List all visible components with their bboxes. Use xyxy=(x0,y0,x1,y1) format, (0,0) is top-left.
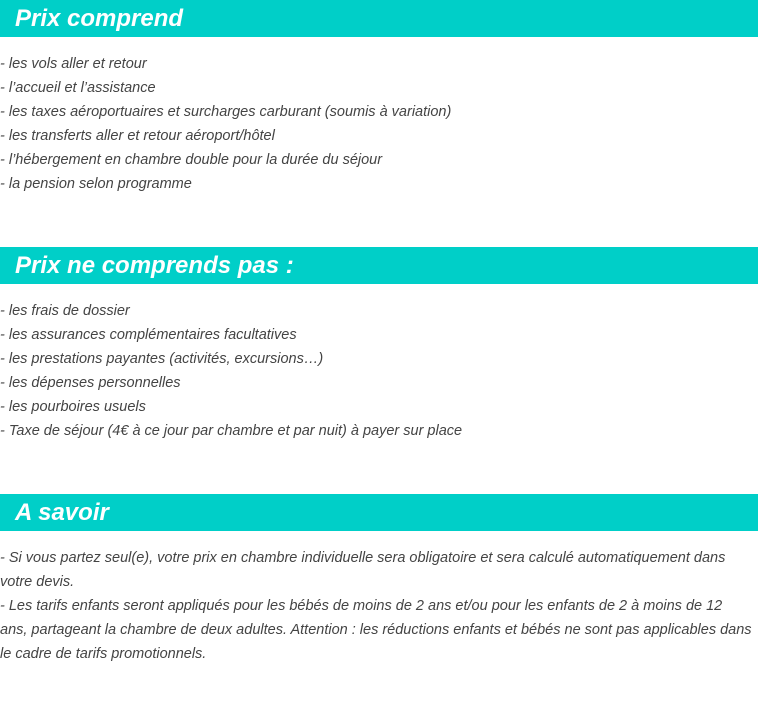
section-title: Prix ne comprends pas : xyxy=(0,247,758,284)
list-item: - les prestations payantes (activités, excursions…) xyxy=(0,351,324,367)
note-paragraph: - Si vous partez seul(e), votre prix en chambre individuelle sera obligatoire et sera calculé automatiquement dans votre devis. xyxy=(0,550,726,590)
list-item: - les dépenses personnelles xyxy=(0,375,181,391)
list-item: - l’hébergement en chambre double pour la durée du séjour xyxy=(0,152,383,168)
list-item: - les vols aller et retour xyxy=(0,56,147,72)
notes-list xyxy=(0,531,758,666)
list-item: - les pourboires usuels xyxy=(0,399,146,415)
list-item: - la pension selon programme xyxy=(0,176,192,192)
list-item: - les taxes aéroportuaires et surcharges carburant (soumis à variation) xyxy=(0,104,452,120)
list-item: - l’accueil et l’assistance xyxy=(0,80,156,96)
list-item: - les assurances complémentaires facultatives xyxy=(0,327,297,343)
included-list xyxy=(0,37,758,196)
list-item: - les frais de dossier xyxy=(0,303,130,319)
note-paragraph: - Les tarifs enfants seront appliqués pour les bébés de moins de 2 ans et/ou pour les enfants de 2 à moins de 12 ans, partageant la chambre de deux adultes. Attention : les réductions enfants et bébés ne sont pas applicables dans le cadre de tarifs promotionnels. xyxy=(0,598,752,662)
section-title: Prix comprend xyxy=(0,0,758,37)
list-item: - Taxe de séjour (4€ à ce jour par chambre et par nuit) à payer sur place xyxy=(0,423,463,439)
excluded-list xyxy=(0,284,758,443)
section-prix-ne-comprend-pas xyxy=(0,247,758,443)
section-title: A savoir xyxy=(0,494,758,531)
list-item: - les transferts aller et retour aéroport/hôtel xyxy=(0,128,275,144)
section-a-savoir xyxy=(0,494,758,666)
section-prix-comprend xyxy=(0,0,758,196)
